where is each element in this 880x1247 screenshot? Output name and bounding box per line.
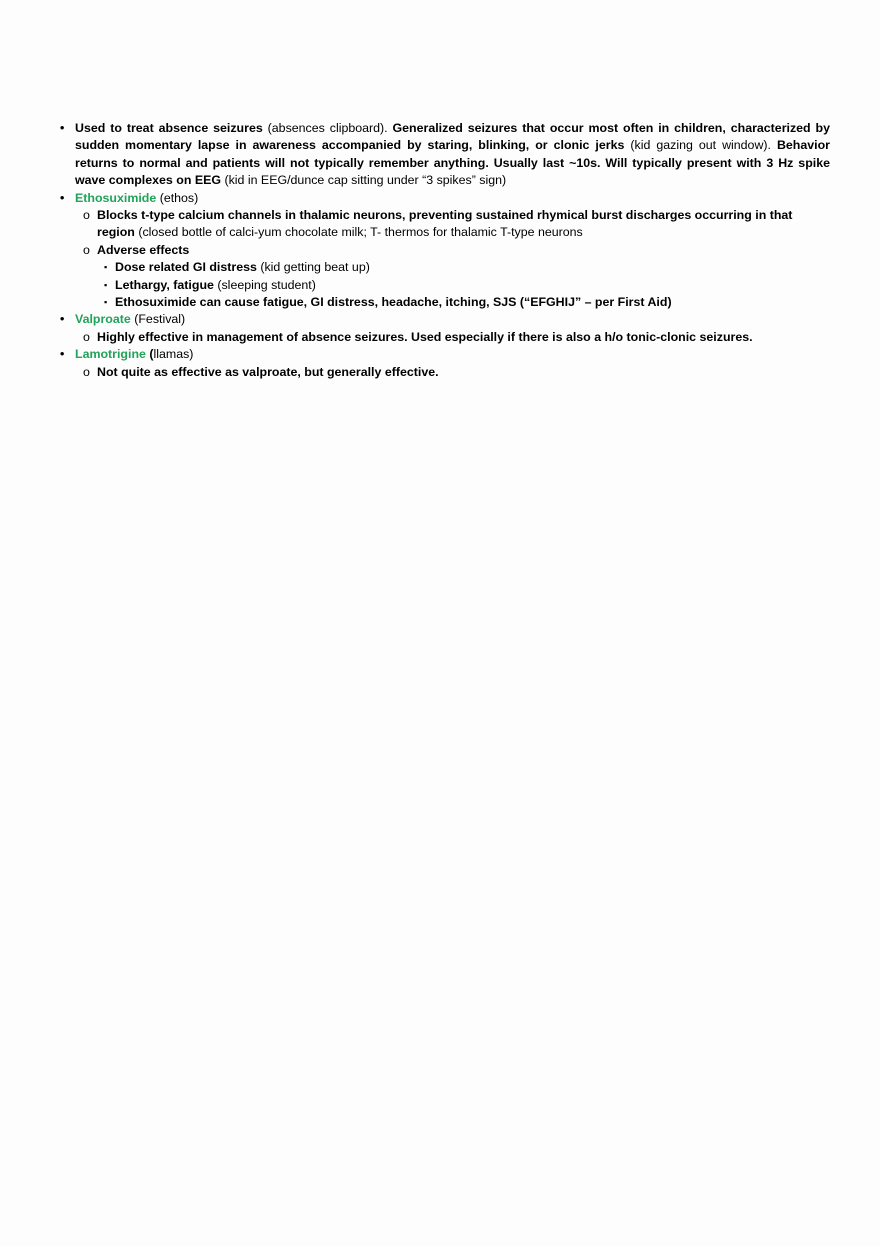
sub-sub-item-gi-distress <box>60 259 830 276</box>
circle-bullet-icon: o <box>83 242 90 257</box>
bullet-icon: • <box>60 121 65 135</box>
list-item-lamotrigine <box>60 346 830 363</box>
text-normal: (Festival) <box>130 312 186 327</box>
text-bold: Highly effective in management of absence seizures. Used especially if there is also a h/o tonic-clonic seizures. <box>97 329 753 344</box>
text-bold: Used to treat absence seizures <box>75 121 263 135</box>
text-bold: Not quite as effective as valproate, but generally effective. <box>97 364 439 379</box>
sub-sub-item-efghij <box>60 294 830 311</box>
sub-sub-item-lethargy <box>60 277 830 294</box>
square-bullet-icon: ▪ <box>104 262 108 273</box>
circle-bullet-icon: o <box>83 208 90 223</box>
sub-item-adverse-effects <box>60 242 830 259</box>
text-normal: llamas) <box>153 347 194 362</box>
bullet-icon: • <box>60 190 65 205</box>
sub-item-valproate-effectiveness <box>60 329 830 346</box>
list-item-absence-seizures <box>60 120 830 190</box>
text-normal: (ethos) <box>156 190 199 205</box>
sub-item-mechanism <box>60 207 830 242</box>
text-normal: (absences clipboard). <box>262 121 393 135</box>
bullet-icon: • <box>60 347 65 362</box>
circle-bullet-icon: o <box>83 329 90 344</box>
drug-name: Ethosuximide <box>75 190 157 205</box>
drug-name: Lamotrigine <box>75 347 146 362</box>
list-item-ethosuximide <box>60 190 830 207</box>
text-bold: Lethargy, fatigue <box>115 277 214 292</box>
text-bold: Adverse effects <box>97 242 190 257</box>
text-normal: (closed bottle of calci-yum chocolate milk; T- thermos for thalamic T-type neurons <box>134 225 583 240</box>
square-bullet-icon: ▪ <box>104 297 108 308</box>
text-bold: Blocks t-type calcium channels in thalamic neurons, preventing sustained rhymical burst discharges occurring in that region <box>97 208 793 240</box>
list-item-valproate <box>60 311 830 328</box>
text-normal: (kid in EEG/dunce cap sitting under “3 spikes” sign) <box>221 173 507 188</box>
text-normal: (kid getting beat up) <box>256 260 370 275</box>
sub-item-lamotrigine-effectiveness <box>60 364 830 381</box>
text-bold: Ethosuximide can cause fatigue, GI distress, headache, itching, SJS (“EFGHIJ” – per First Aid) <box>115 295 672 310</box>
text-normal: (kid gazing out window). <box>624 138 777 153</box>
text-bold: Behavior returns to normal and patients will not typically remember anything. Usually last ~10s. Will typically present with 3 Hz spike wave complexes on EEG <box>75 138 830 188</box>
circle-bullet-icon: o <box>83 364 90 379</box>
bullet-icon: • <box>60 312 65 327</box>
text-bold: Dose related GI distress <box>115 260 257 275</box>
notes-content <box>60 120 830 381</box>
text-bold: ( <box>145 347 154 362</box>
square-bullet-icon: ▪ <box>104 279 108 290</box>
text-normal: (sleeping student) <box>213 277 316 292</box>
drug-name: Valproate <box>75 312 131 327</box>
text-bold: Generalized seizures that occur most often in children, characterized by sudden momentary lapse in awareness accompanied by staring, blinking, or clonic jerks <box>75 121 831 153</box>
